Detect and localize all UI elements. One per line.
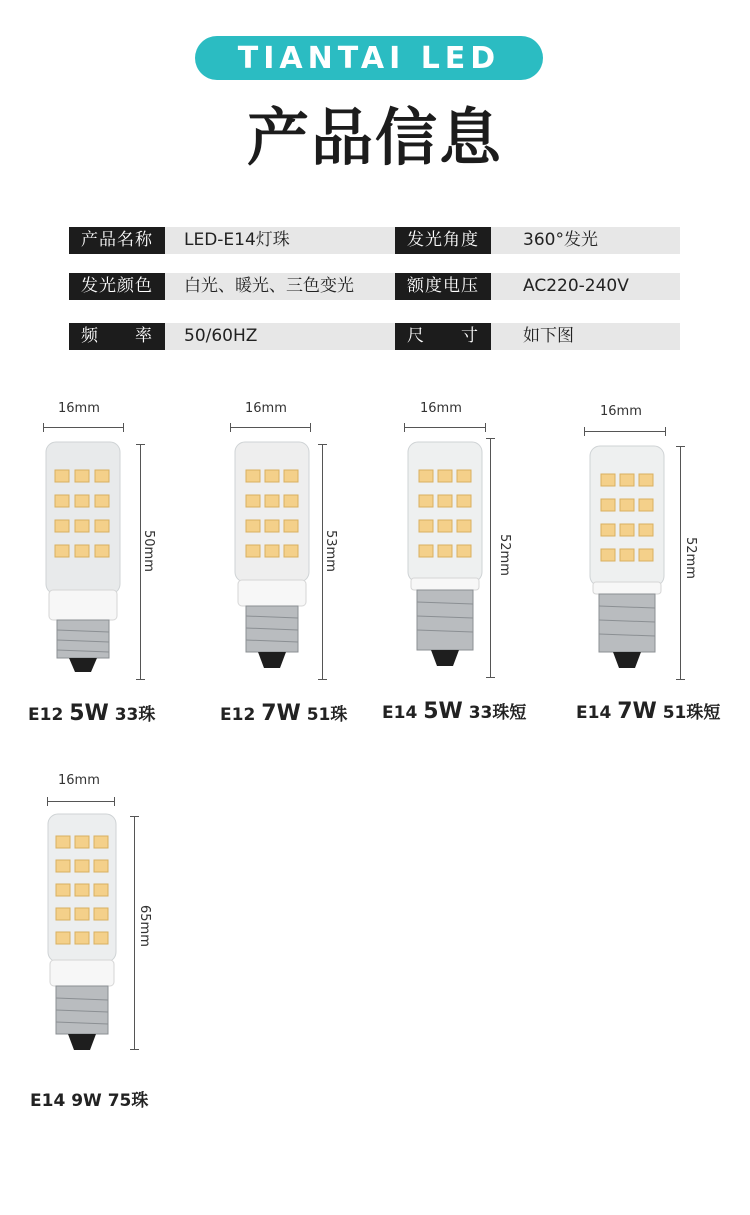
- bead-count: 33珠短: [468, 703, 527, 723]
- spec-value: 白光、暖光、三色变光: [184, 276, 354, 296]
- spec-label: 发光颜色: [69, 273, 165, 300]
- spec-label: 尺 寸: [395, 323, 491, 350]
- height-dimension-line: [486, 438, 495, 678]
- led-bulb-image: [405, 440, 485, 680]
- width-dimension-line: [404, 423, 486, 432]
- bead-count: 75珠: [107, 1091, 149, 1111]
- product-caption: [30, 1086, 148, 1111]
- base-type: E12: [220, 705, 256, 725]
- spec-value: 50/60HZ: [184, 326, 258, 346]
- width-label: 16mm: [600, 404, 642, 419]
- height-label: 65mm: [137, 905, 152, 947]
- spec-label: 额度电压: [395, 273, 491, 300]
- width-dimension-line: [47, 797, 115, 806]
- height-label: 53mm: [323, 530, 338, 572]
- bead-count: 33珠: [114, 705, 156, 725]
- width-label: 16mm: [58, 773, 100, 788]
- height-label: 50mm: [141, 530, 156, 572]
- base-type: E14: [382, 703, 418, 723]
- brand-text: TIANTAI LED: [237, 40, 501, 76]
- bead-count: 51珠: [306, 705, 348, 725]
- product-caption: [28, 700, 155, 726]
- power-rating: 7W: [617, 699, 657, 724]
- led-bulb-image: [43, 440, 123, 680]
- spec-label: 产品名称: [69, 227, 165, 254]
- base-type: E12: [28, 705, 64, 725]
- spec-row: [69, 273, 680, 300]
- width-label: 16mm: [420, 401, 462, 416]
- product-caption: [220, 700, 347, 726]
- spec-row: [69, 323, 680, 350]
- spec-value: LED-E14灯珠: [184, 230, 290, 250]
- spec-value: 如下图: [523, 326, 574, 346]
- power-rating: 9W: [71, 1091, 102, 1111]
- brand-banner: [195, 36, 543, 80]
- width-dimension-line: [43, 423, 124, 432]
- led-bulb-image: [44, 812, 120, 1057]
- led-bulb-image: [587, 444, 667, 684]
- bead-count: 51珠短: [662, 703, 721, 723]
- power-rating: 7W: [261, 701, 301, 726]
- width-label: 16mm: [58, 401, 100, 416]
- page-title: 产品信息: [246, 101, 503, 174]
- spec-value: 360°发光: [523, 230, 598, 250]
- height-label: 52mm: [683, 537, 698, 579]
- width-label: 16mm: [245, 401, 287, 416]
- height-label: 52mm: [497, 534, 512, 576]
- width-dimension-line: [230, 423, 311, 432]
- spec-row: [69, 227, 680, 254]
- spec-label: 发光角度: [395, 227, 491, 254]
- width-dimension-line: [584, 427, 666, 436]
- base-type: E14: [576, 703, 612, 723]
- product-caption: [382, 698, 526, 724]
- power-rating: 5W: [423, 699, 463, 724]
- product-caption: [576, 698, 720, 724]
- spec-label: 频 率: [69, 323, 165, 350]
- base-type: E14: [30, 1091, 66, 1111]
- power-rating: 5W: [69, 701, 109, 726]
- led-bulb-image: [232, 440, 312, 680]
- spec-value: AC220-240V: [523, 276, 629, 296]
